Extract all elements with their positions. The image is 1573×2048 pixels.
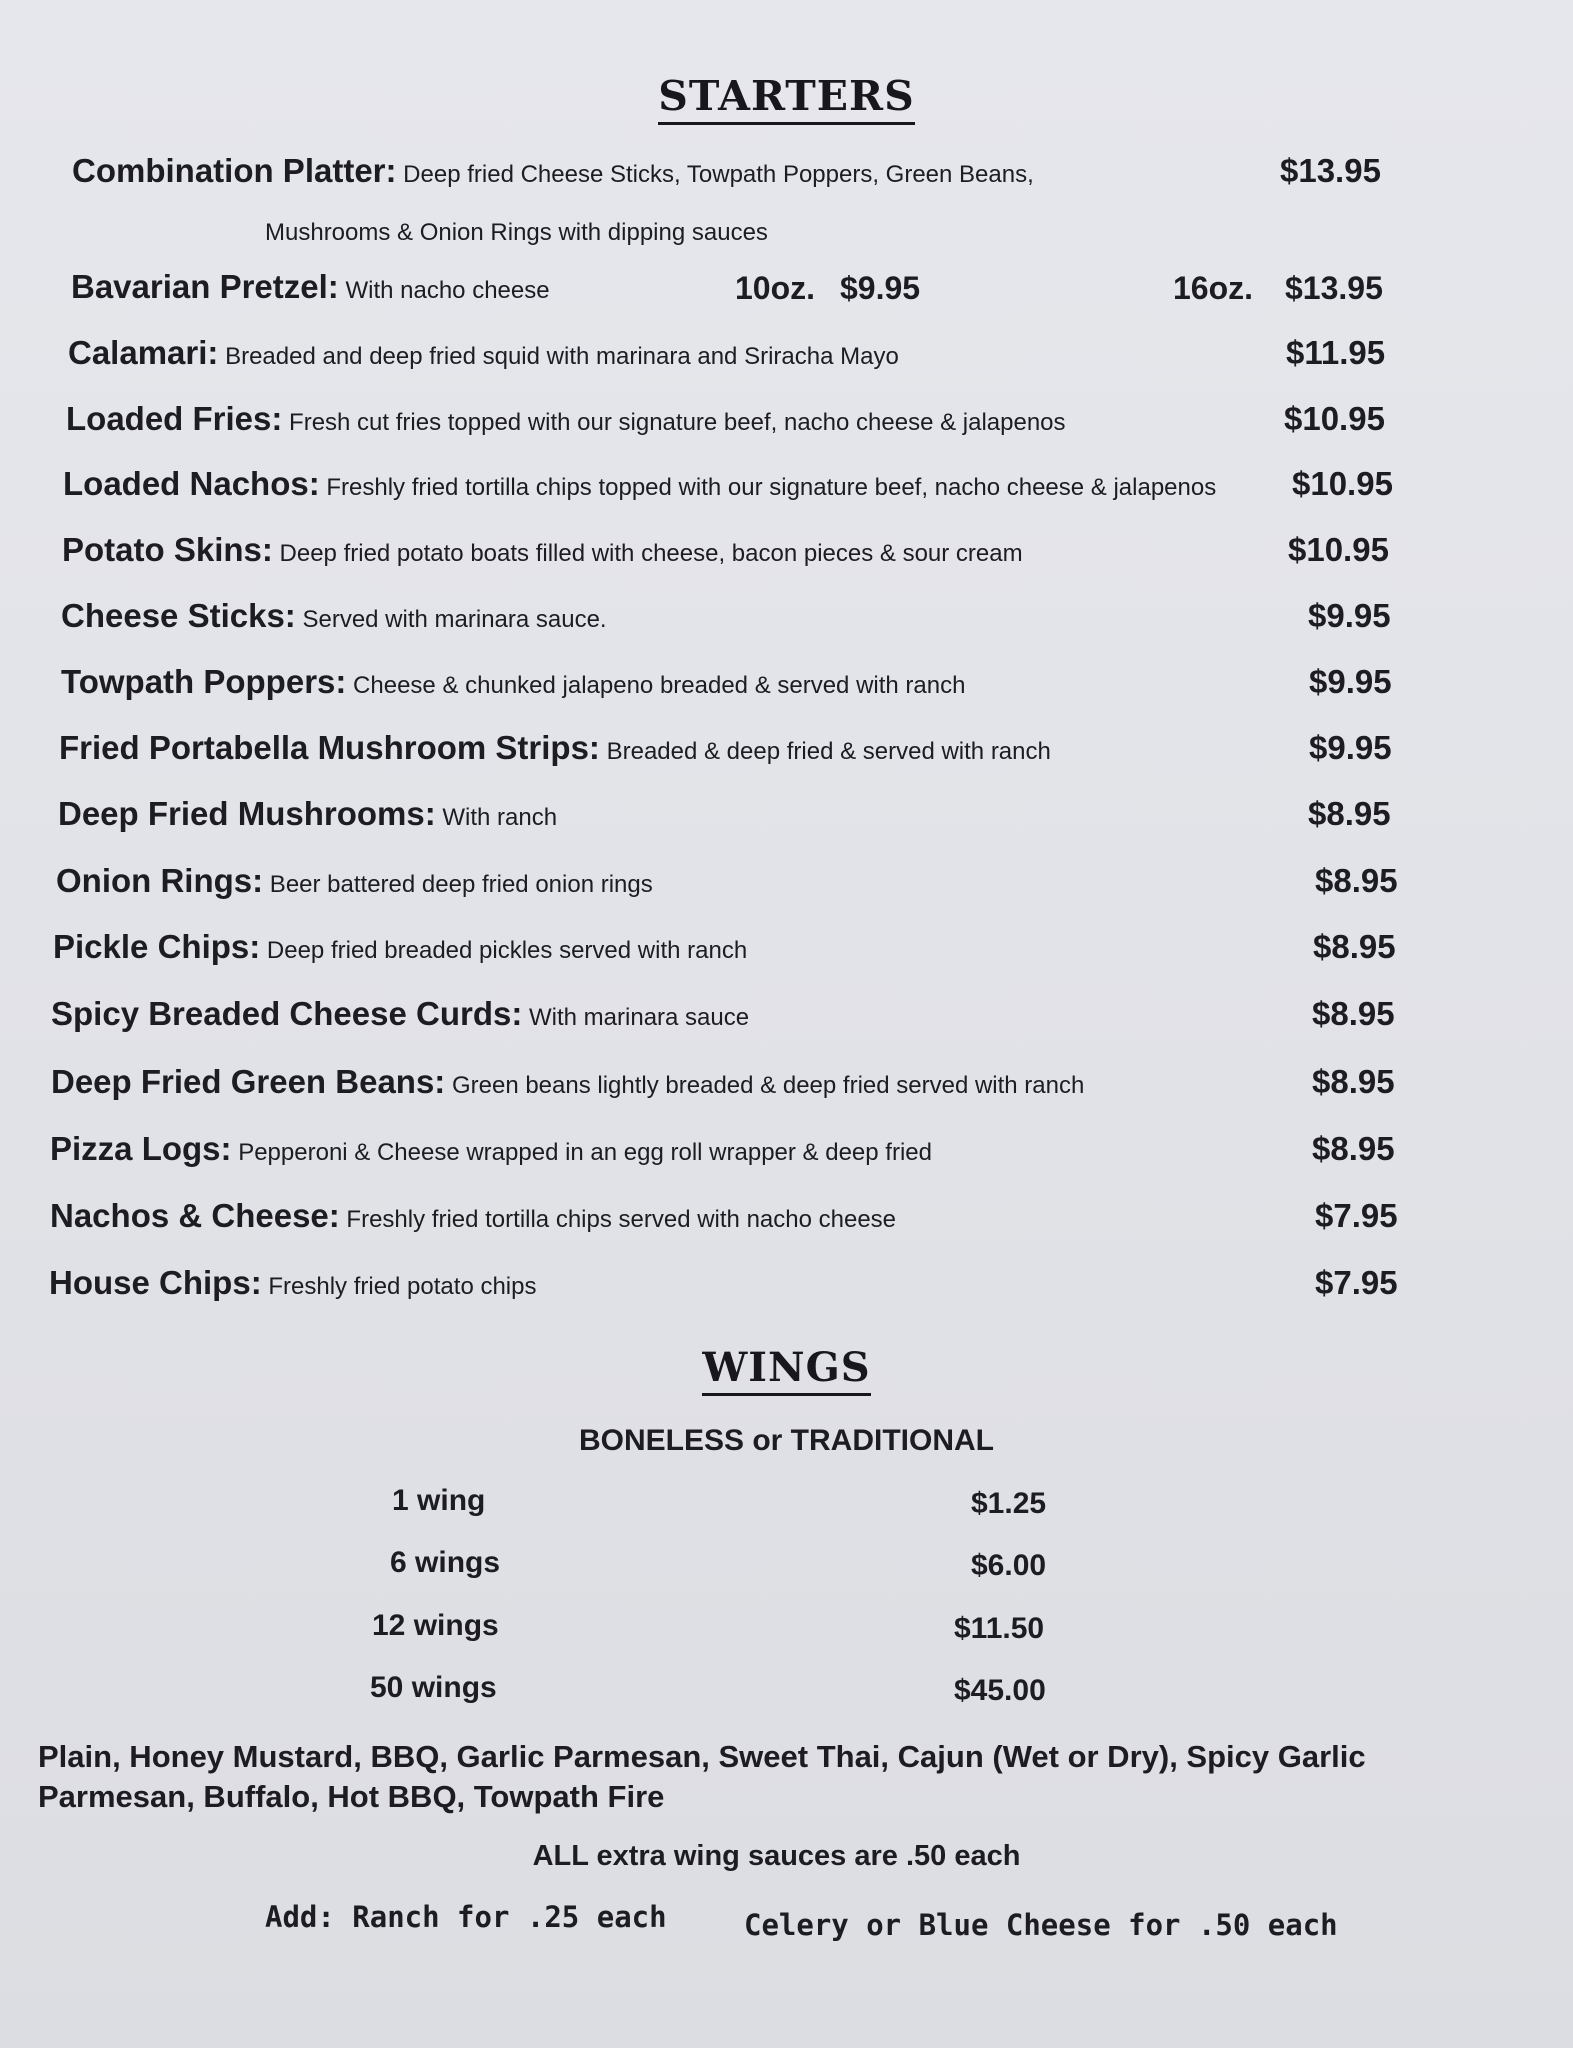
item-name: Cheese Sticks: <box>61 597 296 634</box>
wing-price: $11.50 <box>954 1612 1045 1645</box>
item-name: Potato Skins: <box>62 531 273 568</box>
item-name: Bavarian Pretzel: <box>71 268 339 305</box>
item-description: Served with marinara sauce. <box>295 606 607 633</box>
menu-item <box>0 1264 1573 1308</box>
menu-item <box>0 531 1573 575</box>
item-name: Spicy Breaded Cheese Curds: <box>51 995 523 1032</box>
item-description: Freshly fried potato chips <box>261 1273 537 1300</box>
celery-bluecheese-addon: Celery or Blue Cheese for .50 each <box>744 1908 1338 1942</box>
wing-price: $1.25 <box>971 1487 1047 1520</box>
item-price: $7.95 <box>1315 1197 1398 1234</box>
item-price: $8.95 <box>1308 795 1391 832</box>
item-price: $9.95 <box>1309 663 1392 700</box>
wings-heading: WINGS <box>0 1344 1573 1391</box>
item-price: $8.95 <box>1312 1063 1395 1100</box>
menu-item <box>0 862 1573 906</box>
wing-quantity: 12 wings <box>372 1609 499 1642</box>
item-description: Deep fried Cheese Sticks, Towpath Poppers, Green Beans, <box>396 161 1034 188</box>
item-price: $11.95 <box>1286 334 1386 371</box>
menu-item <box>0 1197 1573 1241</box>
item-description: Breaded & deep fried & served with ranch <box>599 738 1051 765</box>
item-price: $9.95 <box>1308 597 1391 634</box>
starters-heading: STARTERS <box>0 72 1573 120</box>
item-description: Pepperoni & Cheese wrapped in an egg roll wrapper & deep fried <box>231 1139 932 1166</box>
item-name: House Chips: <box>49 1264 262 1301</box>
wing-sauce-list: Plain, Honey Mustard, BBQ, Garlic Parmesan, Sweet Thai, Cajun (Wet or Dry), Spicy Garlic Parmesan, Buffalo, Hot BBQ, Towpath Fire <box>38 1739 1366 1814</box>
item-price: $7.95 <box>1315 1264 1398 1301</box>
item-description: With nacho cheese <box>338 277 550 304</box>
menu-item <box>0 995 1573 1039</box>
item-description: Freshly fried tortilla chips topped with our signature beef, nacho cheese & jalapenos <box>319 474 1217 501</box>
item-price: $10.95 <box>1292 465 1393 502</box>
wing-price-row <box>0 1546 1573 1586</box>
item-description: With marinara sauce <box>522 1004 750 1031</box>
item-price: $9.95 <box>1309 729 1392 766</box>
item-name: Loaded Fries: <box>66 400 283 437</box>
menu-item <box>0 465 1573 509</box>
wings-subtitle: BONELESS or TRADITIONAL <box>578 1424 994 1457</box>
wing-price-row <box>0 1671 1573 1711</box>
item-description: Freshly fried tortilla chips served with nacho cheese <box>339 1206 897 1233</box>
wing-price: $45.00 <box>954 1674 1046 1707</box>
menu-item <box>0 928 1573 972</box>
item-name: Pizza Logs: <box>50 1130 232 1167</box>
item-description: Cheese & chunked jalapeno breaded & served with ranch <box>346 672 966 699</box>
wing-price: $6.00 <box>971 1549 1047 1582</box>
item-description: With ranch <box>435 804 558 831</box>
item-description: Deep fried breaded pickles served with ranch <box>260 937 748 964</box>
item-price: $8.95 <box>1313 928 1396 965</box>
item-price: $8.95 <box>1315 862 1398 899</box>
item-description-continued: Mushrooms & Onion Rings with dipping sauces <box>265 219 768 246</box>
item-description: Beer battered deep fried onion rings <box>263 871 653 898</box>
wing-quantity: 1 wing <box>392 1484 486 1517</box>
extra-sauce-note: ALL extra wing sauces are .50 each <box>532 1840 1021 1872</box>
item-price: $13.95 <box>1280 152 1381 189</box>
item-description: Breaded and deep fried squid with marinara and Sriracha Mayo <box>218 343 899 370</box>
menu-item <box>0 597 1573 641</box>
item-description: Deep fried potato boats filled with cheese, bacon pieces & sour cream <box>272 540 1023 567</box>
menu-item <box>0 729 1573 773</box>
item-price: $10.95 <box>1288 531 1389 568</box>
wing-quantity: 50 wings <box>370 1671 497 1704</box>
item-name: Onion Rings: <box>56 862 264 899</box>
item-name: Deep Fried Green Beans: <box>51 1063 446 1100</box>
item-name: Deep Fried Mushrooms: <box>58 795 436 832</box>
menu-item <box>0 400 1573 444</box>
wing-price-row <box>0 1609 1573 1649</box>
wing-price-row <box>0 1484 1573 1524</box>
menu-item-combination-platter <box>0 152 1573 196</box>
item-price: $9.95 <box>840 270 921 306</box>
ranch-addon: Add: Ranch for .25 each <box>265 1900 667 1934</box>
item-name: Pickle Chips: <box>53 928 261 965</box>
wing-quantity: 6 wings <box>390 1546 501 1579</box>
menu-item-bavarian-pretzel <box>0 268 1573 312</box>
item-name: Loaded Nachos: <box>63 465 320 502</box>
size-label: 10oz. <box>735 270 816 306</box>
item-price: $10.95 <box>1284 400 1385 437</box>
item-name: Combination Platter: <box>72 152 397 189</box>
menu-item <box>0 334 1573 378</box>
item-price: $13.95 <box>1285 270 1383 306</box>
item-price: $8.95 <box>1312 995 1395 1032</box>
item-name: Calamari: <box>68 334 219 371</box>
size-label: 16oz. <box>1173 270 1254 306</box>
menu-item <box>0 1130 1573 1174</box>
item-name: Fried Portabella Mushroom Strips: <box>59 729 600 766</box>
menu-item <box>0 795 1573 839</box>
item-description: Green beans lightly breaded & deep fried served with ranch <box>445 1072 1085 1099</box>
item-price: $8.95 <box>1312 1130 1395 1167</box>
item-name: Towpath Poppers: <box>61 663 347 700</box>
menu-item <box>0 663 1573 707</box>
item-name: Nachos & Cheese: <box>50 1197 340 1234</box>
item-description: Fresh cut fries topped with our signature beef, nacho cheese & jalapenos <box>282 409 1066 436</box>
menu-item <box>0 1063 1573 1107</box>
